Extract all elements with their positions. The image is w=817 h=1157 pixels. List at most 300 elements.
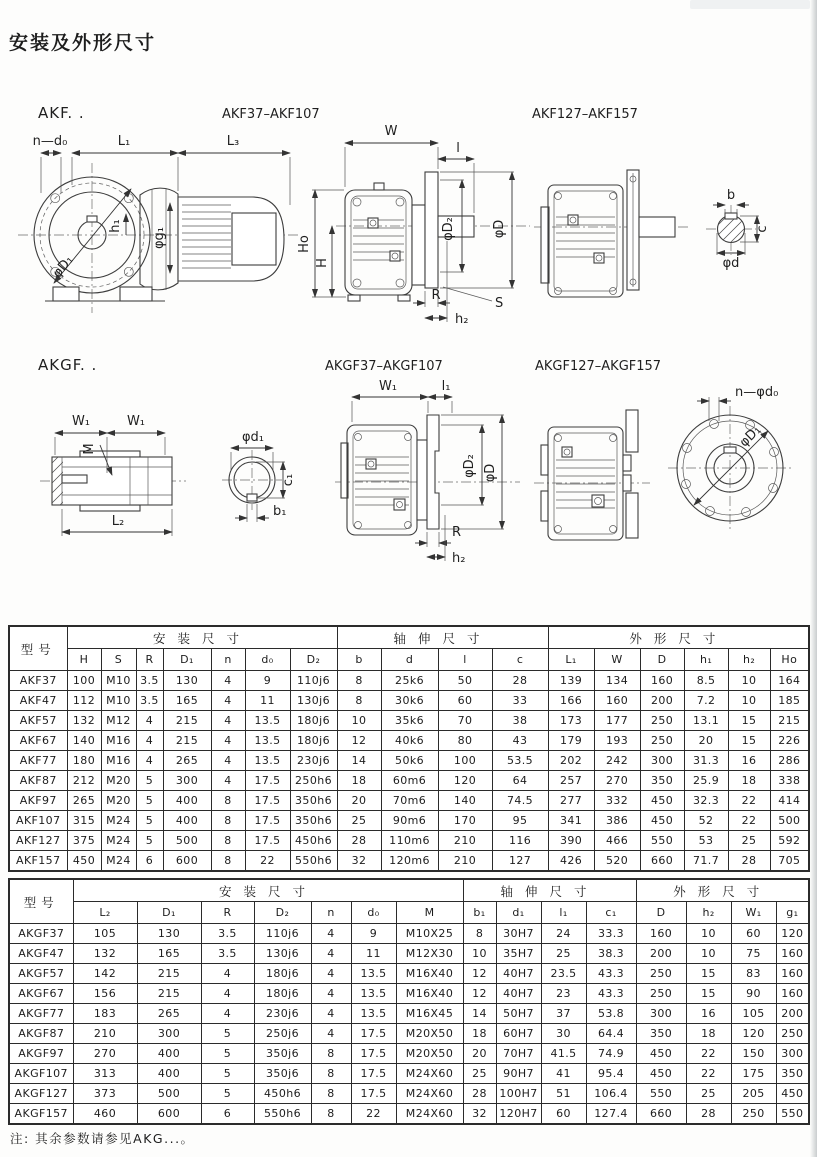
data-cell: 43: [492, 731, 548, 751]
data-cell: 9: [351, 924, 396, 944]
data-cell: 8: [311, 1084, 351, 1104]
data-cell: 230j6: [290, 751, 337, 771]
data-cell: 20: [463, 1044, 496, 1064]
data-cell: 450h6: [254, 1084, 311, 1104]
data-cell: 660: [640, 851, 684, 872]
data-cell: 350h6: [290, 811, 337, 831]
data-cell: 200: [776, 1004, 809, 1024]
table-row: [9, 1104, 809, 1125]
model-cell: AKF47: [9, 691, 67, 711]
data-cell: 212: [67, 771, 101, 791]
data-cell: 350: [776, 1064, 809, 1084]
data-cell: 25: [541, 944, 586, 964]
data-cell: 50H7: [496, 1004, 541, 1024]
data-cell: 500: [137, 1084, 201, 1104]
akf-side-view-drawing: [18, 134, 300, 313]
data-cell: 13.5: [245, 751, 290, 771]
column-header: h₂: [686, 902, 731, 924]
data-cell: 120H7: [496, 1104, 541, 1125]
dim-label-S: S: [495, 296, 504, 311]
model-cell: AKGF107: [9, 1064, 73, 1084]
data-cell: 250h6: [290, 771, 337, 791]
data-cell: 375: [67, 831, 101, 851]
data-cell: 166: [548, 691, 594, 711]
data-cell: 500: [770, 811, 809, 831]
data-cell: M16: [101, 731, 136, 751]
data-cell: 15: [686, 984, 731, 1004]
data-cell: 13.5: [351, 1004, 396, 1024]
page-title: 安装及外形尺寸: [9, 32, 157, 54]
data-cell: 173: [548, 711, 594, 731]
data-cell: 10: [728, 671, 770, 691]
model-cell: AKGF77: [9, 1004, 73, 1024]
data-cell: 132: [67, 711, 101, 731]
data-cell: 43.3: [586, 984, 636, 1004]
akf-small-range-label: AKF37–AKF107: [222, 107, 320, 122]
scan-artifact: [690, 0, 810, 9]
data-cell: 180j6: [290, 731, 337, 751]
data-cell: 70: [438, 711, 492, 731]
data-cell: 28: [492, 671, 548, 691]
data-cell: 18: [728, 771, 770, 791]
data-cell: 5: [201, 1044, 254, 1064]
data-cell: 500: [163, 831, 211, 851]
data-cell: 460: [73, 1104, 137, 1125]
data-cell: M12X30: [396, 944, 463, 964]
akf-large-range-label: AKF127–AKF157: [532, 107, 638, 122]
dim-label-h2: h₂: [452, 551, 466, 566]
data-cell: 313: [73, 1064, 137, 1084]
akgf-small-range-label: AKGF37–AKGF107: [325, 359, 443, 374]
dim-label-L3: L₃: [226, 134, 240, 149]
table-row: [9, 671, 809, 691]
data-cell: 160: [776, 944, 809, 964]
data-cell: 4: [201, 964, 254, 984]
data-cell: 28: [686, 1104, 731, 1125]
data-cell: 300: [776, 1044, 809, 1064]
data-cell: 64.4: [586, 1024, 636, 1044]
data-cell: 8: [311, 1044, 351, 1064]
model-cell: AKGF97: [9, 1044, 73, 1064]
data-cell: 140: [438, 791, 492, 811]
data-cell: 5: [136, 791, 163, 811]
data-cell: M16X40: [396, 964, 463, 984]
data-cell: 17.5: [351, 1044, 396, 1064]
data-cell: 10: [686, 944, 731, 964]
model-cell: AKF77: [9, 751, 67, 771]
data-cell: 705: [770, 851, 809, 872]
data-cell: 8: [211, 831, 245, 851]
data-cell: 52: [684, 811, 728, 831]
data-cell: 4: [211, 751, 245, 771]
table-row: [9, 1064, 809, 1084]
data-cell: 106.4: [586, 1084, 636, 1104]
column-header: b: [337, 649, 381, 671]
data-cell: 250: [636, 984, 686, 1004]
data-cell: 40H7: [496, 964, 541, 984]
data-cell: 426: [548, 851, 594, 872]
model-column-header: 型号: [9, 626, 67, 671]
data-cell: 230j6: [254, 1004, 311, 1024]
data-cell: 130j6: [290, 691, 337, 711]
data-cell: 193: [594, 731, 640, 751]
akgf-front-view-drawing: [335, 379, 520, 566]
data-cell: M24X60: [396, 1084, 463, 1104]
data-cell: 74.5: [492, 791, 548, 811]
column-header: b₁: [463, 902, 496, 924]
data-cell: 130j6: [254, 944, 311, 964]
table-row: [9, 944, 809, 964]
column-header: D₁: [137, 902, 201, 924]
data-cell: 4: [311, 924, 351, 944]
dim-label-R: R: [452, 525, 462, 540]
akgf-dimensions-table: [8, 878, 810, 1125]
data-cell: 25k6: [381, 671, 438, 691]
dim-label-phiD2: φD₂: [462, 454, 477, 478]
column-header: d₁: [496, 902, 541, 924]
data-cell: 300: [640, 751, 684, 771]
data-cell: 100: [438, 751, 492, 771]
data-cell: 53.5: [492, 751, 548, 771]
model-cell: AKF157: [9, 851, 67, 872]
data-cell: 11: [351, 944, 396, 964]
model-cell: AKGF57: [9, 964, 73, 984]
column-header: S: [101, 649, 136, 671]
data-cell: 13.5: [245, 731, 290, 751]
akgf-large-range-label: AKGF127–AKGF157: [535, 359, 662, 374]
column-header: W₁: [731, 902, 776, 924]
data-cell: M20X50: [396, 1024, 463, 1044]
data-cell: 60: [731, 924, 776, 944]
data-cell: 40H7: [496, 984, 541, 1004]
data-cell: 160: [776, 964, 809, 984]
data-cell: M16: [101, 751, 136, 771]
data-cell: 3.5: [136, 691, 163, 711]
data-cell: 17.5: [245, 791, 290, 811]
akf-front-view-drawing: [297, 124, 530, 327]
data-cell: 33.3: [586, 924, 636, 944]
data-cell: 30H7: [496, 924, 541, 944]
data-cell: 4: [311, 984, 351, 1004]
dim-label-phiD: φD: [492, 219, 507, 239]
data-cell: 660: [636, 1104, 686, 1125]
data-cell: 350: [640, 771, 684, 791]
data-cell: 24: [541, 924, 586, 944]
data-cell: 120: [438, 771, 492, 791]
dim-label-l1: l₁: [441, 379, 451, 394]
group-header: 外形尺寸: [636, 879, 809, 902]
data-cell: 5: [201, 1084, 254, 1104]
dim-label-phig1: φg₁: [152, 226, 167, 250]
data-cell: 160: [640, 671, 684, 691]
dim-label-c: c: [755, 225, 770, 233]
data-cell: 6: [136, 851, 163, 872]
data-cell: 50: [438, 671, 492, 691]
data-cell: 15: [728, 731, 770, 751]
data-cell: M24: [101, 811, 136, 831]
data-cell: 9: [245, 671, 290, 691]
data-cell: 4: [311, 944, 351, 964]
data-cell: 202: [548, 751, 594, 771]
data-cell: 70m6: [381, 791, 438, 811]
data-cell: 3.5: [201, 944, 254, 964]
data-cell: 22: [245, 851, 290, 872]
data-cell: 10: [686, 924, 731, 944]
data-cell: 350: [636, 1024, 686, 1044]
data-cell: 23: [541, 984, 586, 1004]
data-cell: 550: [776, 1104, 809, 1125]
data-cell: 75: [731, 944, 776, 964]
data-cell: 215: [137, 964, 201, 984]
data-cell: M24: [101, 831, 136, 851]
column-header: d: [381, 649, 438, 671]
table-row: [9, 1044, 809, 1064]
data-cell: M20: [101, 791, 136, 811]
data-cell: 37: [541, 1004, 586, 1024]
data-cell: 8.5: [684, 671, 728, 691]
data-cell: 170: [438, 811, 492, 831]
data-cell: 11: [245, 691, 290, 711]
data-cell: 315: [67, 811, 101, 831]
column-header: H: [67, 649, 101, 671]
data-cell: 4: [311, 1024, 351, 1044]
data-cell: 6: [201, 1104, 254, 1125]
data-cell: 180: [67, 751, 101, 771]
data-cell: 4: [201, 984, 254, 1004]
data-cell: 64: [492, 771, 548, 791]
dim-label-phid: φd: [722, 256, 740, 271]
data-cell: 60: [541, 1104, 586, 1125]
data-cell: 83: [731, 964, 776, 984]
data-cell: 179: [548, 731, 594, 751]
data-cell: 4: [136, 731, 163, 751]
data-cell: 210: [438, 831, 492, 851]
model-cell: AKGF87: [9, 1024, 73, 1044]
data-cell: M24X60: [396, 1064, 463, 1084]
table-row: [9, 1084, 809, 1104]
column-header: d₀: [245, 649, 290, 671]
data-cell: 5: [136, 771, 163, 791]
data-cell: 3.5: [201, 924, 254, 944]
data-cell: 164: [770, 671, 809, 691]
table-row: [9, 771, 809, 791]
column-header: h₁: [684, 649, 728, 671]
data-cell: 116: [492, 831, 548, 851]
data-cell: 3.5: [136, 671, 163, 691]
data-cell: 150: [731, 1044, 776, 1064]
data-cell: 120m6: [381, 851, 438, 872]
table-row: [9, 851, 809, 872]
data-cell: 105: [731, 1004, 776, 1024]
data-cell: 450: [636, 1064, 686, 1084]
data-cell: 22: [686, 1044, 731, 1064]
dim-label-n-phid0: n—φd₀: [735, 385, 779, 400]
data-cell: 22: [728, 791, 770, 811]
data-cell: M10X25: [396, 924, 463, 944]
data-cell: 265: [137, 1004, 201, 1024]
column-header: l₁: [541, 902, 586, 924]
data-cell: M10: [101, 691, 136, 711]
data-cell: 7.2: [684, 691, 728, 711]
data-cell: 210: [73, 1024, 137, 1044]
data-cell: 15: [728, 711, 770, 731]
data-cell: 5: [136, 811, 163, 831]
data-cell: 160: [636, 924, 686, 944]
data-cell: 8: [311, 1064, 351, 1084]
data-cell: 17.5: [245, 811, 290, 831]
data-cell: 400: [137, 1044, 201, 1064]
data-cell: 165: [137, 944, 201, 964]
data-cell: 25: [337, 811, 381, 831]
dim-label-W: W: [384, 124, 398, 139]
column-header: h₂: [728, 649, 770, 671]
model-cell: AKF87: [9, 771, 67, 791]
dim-label-L2: L₂: [111, 514, 125, 529]
data-cell: 600: [163, 851, 211, 872]
data-cell: 20: [337, 791, 381, 811]
data-cell: 5: [201, 1024, 254, 1044]
data-cell: 60m6: [381, 771, 438, 791]
column-header: R: [201, 902, 254, 924]
akgf-hollow-shaft-drawing: [40, 414, 296, 536]
data-cell: 4: [136, 751, 163, 771]
column-header: D₁: [163, 649, 211, 671]
data-cell: 90m6: [381, 811, 438, 831]
dim-label-h1: h₁: [108, 219, 123, 233]
data-cell: 25.9: [684, 771, 728, 791]
data-cell: 600: [137, 1104, 201, 1125]
data-cell: 5: [136, 831, 163, 851]
data-cell: 14: [463, 1004, 496, 1024]
data-cell: 175: [731, 1064, 776, 1084]
column-header: c₁: [586, 902, 636, 924]
dim-label-phid1: φd₁: [241, 430, 265, 445]
model-cell: AKF127: [9, 831, 67, 851]
data-cell: 242: [594, 751, 640, 771]
data-cell: 12: [463, 964, 496, 984]
data-cell: 520: [594, 851, 640, 872]
data-cell: 53: [684, 831, 728, 851]
data-cell: 8: [211, 791, 245, 811]
dim-label-n-d0: n—d₀: [32, 134, 68, 149]
data-cell: M24: [101, 851, 136, 872]
data-cell: 33: [492, 691, 548, 711]
data-cell: 215: [770, 711, 809, 731]
data-cell: 160: [776, 984, 809, 1004]
data-cell: 450: [776, 1084, 809, 1104]
column-header: M: [396, 902, 463, 924]
model-cell: AKGF67: [9, 984, 73, 1004]
data-cell: 17.5: [351, 1024, 396, 1044]
dim-label-W1: W₁: [378, 379, 398, 394]
column-header: R: [136, 649, 163, 671]
data-cell: 17.5: [245, 831, 290, 851]
column-header: n: [311, 902, 351, 924]
data-cell: 200: [636, 944, 686, 964]
data-cell: 28: [728, 851, 770, 872]
data-cell: 25: [728, 831, 770, 851]
data-cell: 300: [163, 771, 211, 791]
data-cell: 4: [201, 1004, 254, 1024]
data-cell: 5: [201, 1064, 254, 1084]
data-cell: 30: [541, 1024, 586, 1044]
data-cell: 13.1: [684, 711, 728, 731]
data-cell: 120: [731, 1024, 776, 1044]
data-cell: 100: [67, 671, 101, 691]
data-cell: M16X45: [396, 1004, 463, 1024]
dim-label-R: R: [431, 288, 441, 303]
data-cell: 180j6: [290, 711, 337, 731]
model-column-header: 型号: [9, 879, 73, 924]
data-cell: 8: [211, 811, 245, 831]
data-cell: 25: [463, 1064, 496, 1084]
dim-label-l: l: [456, 141, 460, 156]
akgf-large-view-drawing: [534, 385, 794, 540]
data-cell: 10: [463, 944, 496, 964]
data-cell: M10: [101, 671, 136, 691]
table-row: [9, 831, 809, 851]
data-cell: M20X50: [396, 1044, 463, 1064]
group-header: 轴伸尺寸: [337, 626, 548, 649]
data-cell: 53.8: [586, 1004, 636, 1024]
footnote: 注: 其余参数请参见AKG...。: [10, 1131, 195, 1146]
data-cell: 4: [211, 691, 245, 711]
data-cell: 400: [163, 811, 211, 831]
data-cell: 23.5: [541, 964, 586, 984]
data-cell: 180j6: [254, 964, 311, 984]
data-cell: 215: [163, 711, 211, 731]
model-cell: AKF67: [9, 731, 67, 751]
data-cell: 35H7: [496, 944, 541, 964]
data-cell: 250: [636, 964, 686, 984]
table-row: [9, 1004, 809, 1024]
akf-large-front-view-drawing: [534, 170, 770, 297]
data-cell: 28: [337, 831, 381, 851]
data-cell: 12: [463, 984, 496, 1004]
table-row: [9, 791, 809, 811]
data-cell: 90H7: [496, 1064, 541, 1084]
data-cell: 17.5: [245, 771, 290, 791]
model-cell: AKF97: [9, 791, 67, 811]
data-cell: 110j6: [254, 924, 311, 944]
column-header: d₀: [351, 902, 396, 924]
group-header: 安装尺寸: [67, 626, 337, 649]
data-cell: 60H7: [496, 1024, 541, 1044]
data-cell: 450h6: [290, 831, 337, 851]
data-cell: 250j6: [254, 1024, 311, 1044]
data-cell: 4: [211, 731, 245, 751]
dim-label-phiD2: φD₂: [441, 217, 456, 241]
data-cell: M16X40: [396, 984, 463, 1004]
data-cell: 70H7: [496, 1044, 541, 1064]
column-header: W: [594, 649, 640, 671]
data-cell: 110m6: [381, 831, 438, 851]
data-cell: 277: [548, 791, 594, 811]
data-cell: 332: [594, 791, 640, 811]
data-cell: 110j6: [290, 671, 337, 691]
dim-label-phiD1: φD₁: [49, 252, 77, 281]
data-cell: 350j6: [254, 1064, 311, 1084]
data-cell: 35k6: [381, 711, 438, 731]
column-header: c: [492, 649, 548, 671]
data-cell: 40k6: [381, 731, 438, 751]
data-cell: 250: [640, 711, 684, 731]
data-cell: 51: [541, 1084, 586, 1104]
data-cell: M20: [101, 771, 136, 791]
data-cell: 4: [311, 1004, 351, 1024]
data-cell: 270: [594, 771, 640, 791]
data-cell: 16: [728, 751, 770, 771]
